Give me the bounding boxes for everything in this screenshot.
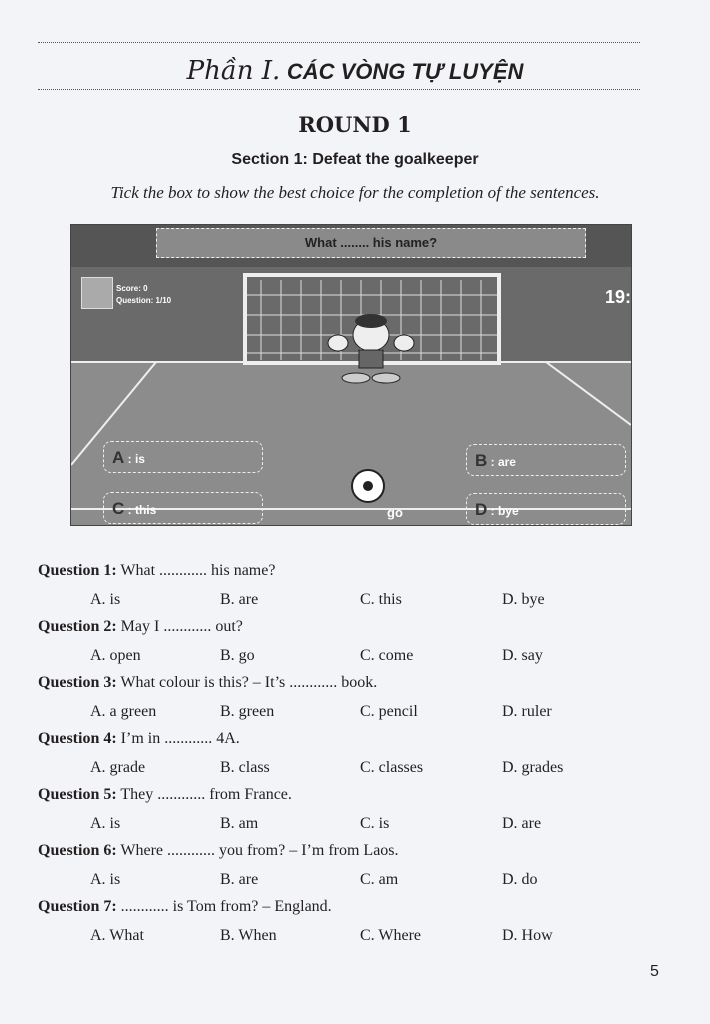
option-a: A. a green <box>90 703 157 720</box>
option-b: B. When <box>220 927 277 944</box>
option-a: A. is <box>90 815 121 832</box>
part-title <box>0 56 710 86</box>
option-c: C. Where <box>360 927 422 944</box>
question-6 <box>38 842 399 860</box>
question-2 <box>38 618 243 636</box>
option-c: C. is <box>360 815 390 832</box>
option-d: D. say <box>502 647 543 664</box>
question-5 <box>38 786 292 804</box>
question-label: Question 6: <box>38 842 117 859</box>
instruction: Tick the box to show the best choice for the completion of the sentences. <box>110 183 600 202</box>
option-c: C. this <box>360 591 402 608</box>
question-4 <box>38 730 240 748</box>
title-rule <box>38 89 640 90</box>
question-7 <box>38 898 332 916</box>
top-rule <box>38 42 640 43</box>
question-1 <box>38 562 275 580</box>
option-c: C. pencil <box>360 703 418 720</box>
option-d: D. ruler <box>502 703 552 720</box>
answer-c: C : this <box>103 492 263 524</box>
option-c: C. am <box>360 871 399 888</box>
option-d: D. bye <box>502 591 545 608</box>
question-label: Question 7: <box>38 898 117 915</box>
timer: 19: <box>604 287 631 307</box>
option-c: C. classes <box>360 759 424 776</box>
option-b: B. go <box>220 647 255 664</box>
option-c: C. come <box>360 647 414 664</box>
game-question: What ........ his name? <box>156 228 586 258</box>
option-b: B. green <box>220 703 275 720</box>
round-title: ROUND 1 <box>298 112 412 137</box>
score-text: Score: 0 <box>116 284 148 293</box>
go-label: go <box>387 505 403 520</box>
pitch-graphic <box>71 225 631 525</box>
option-d: D. do <box>502 871 538 888</box>
option-d: D. are <box>502 815 542 832</box>
option-a: A. open <box>90 647 141 664</box>
question-label: Question 1: <box>38 562 117 579</box>
player-avatar <box>81 277 113 309</box>
option-b: B. class <box>220 759 270 776</box>
game-screenshot <box>70 224 632 526</box>
score-panel <box>116 283 171 307</box>
question-text: What colour is this? – It’s ............ book. <box>116 674 378 691</box>
option-b: B. are <box>220 871 259 888</box>
answer-d: D : bye <box>466 493 626 525</box>
question-text: What ............ his name? <box>116 562 276 579</box>
question-text: May I ............ out? <box>116 618 243 635</box>
question-text: ............ is Tom from? – England. <box>116 898 332 915</box>
part-heading: CÁC VÒNG TỰ LUYỆN <box>286 59 524 84</box>
option-a: A. What <box>90 927 144 944</box>
option-a: A. grade <box>90 759 146 776</box>
section-title: Section 1: Defeat the goalkeeper <box>231 151 479 168</box>
answer-a: A : is <box>103 441 263 473</box>
question-3 <box>38 674 377 692</box>
question-text: They ............ from France. <box>116 786 292 803</box>
question-label: Question 3: <box>38 674 117 691</box>
option-a: A. is <box>90 591 121 608</box>
question-count: Question: 1/10 <box>116 296 172 305</box>
option-d: D. grades <box>502 759 564 776</box>
question-text: Where ............ you from? – I’m from Laos. <box>116 842 399 859</box>
option-a: A. is <box>90 871 121 888</box>
option-b: B. am <box>220 815 259 832</box>
option-d: D. How <box>502 927 553 944</box>
question-label: Question 2: <box>38 618 117 635</box>
question-label: Question 5: <box>38 786 117 803</box>
option-b: B. are <box>220 591 259 608</box>
page-number: 5 <box>650 963 659 980</box>
part-label: Phần I. <box>186 56 281 86</box>
answer-b: B : are <box>466 444 626 476</box>
question-label: Question 4: <box>38 730 117 747</box>
question-text: I’m in ............ 4A. <box>116 730 240 747</box>
